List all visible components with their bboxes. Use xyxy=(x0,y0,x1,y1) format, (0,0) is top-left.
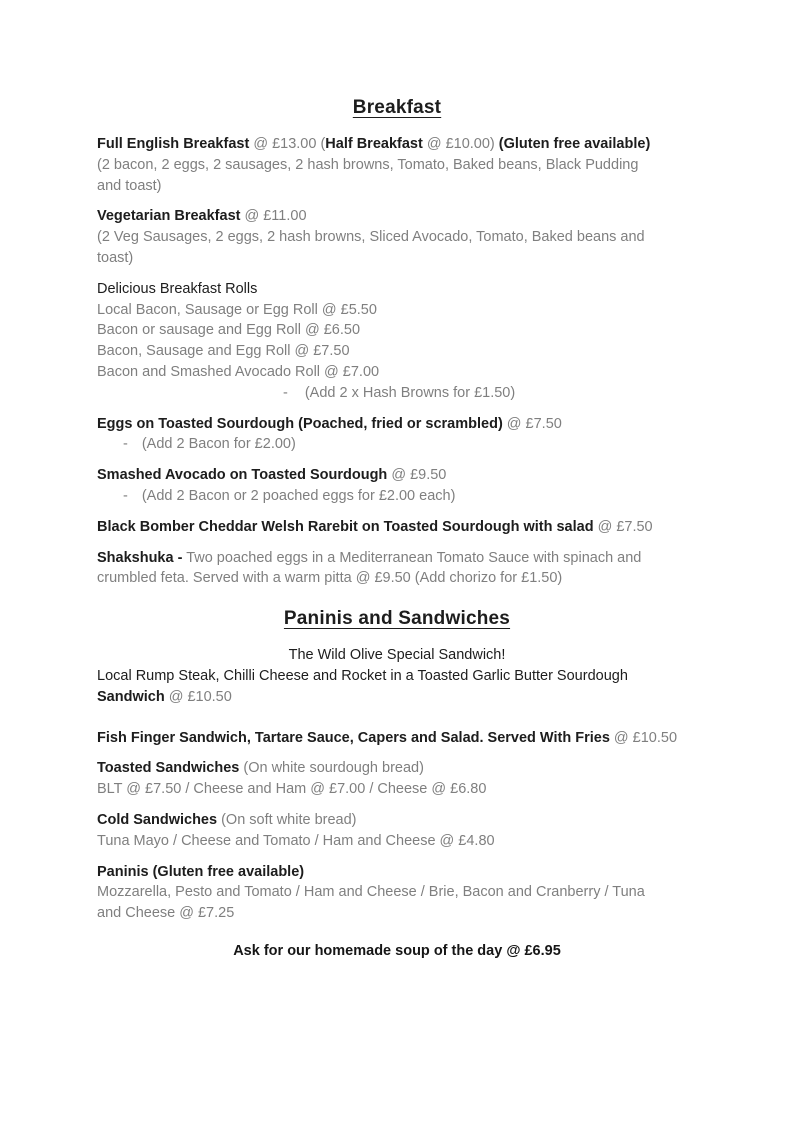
text-run: (Add 2 x Hash Browns for £1.50) xyxy=(304,384,516,401)
menu-item-vegetarian-breakfast xyxy=(97,206,697,268)
text-run: Bacon or sausage and Egg Roll @ £6.50 xyxy=(97,322,361,339)
text-run: Half Breakfast xyxy=(325,136,423,152)
menu-line xyxy=(97,645,697,666)
text-run: Local Bacon, Sausage or Egg Roll @ £5.50 xyxy=(97,301,377,318)
menu-line xyxy=(97,248,697,269)
text-run: @ £7.50 xyxy=(593,518,653,535)
text-run: Eggs on Toasted Sourdough (Poached, fried or scrambled) xyxy=(97,415,503,432)
menu-line xyxy=(97,862,697,883)
menu-line xyxy=(97,941,697,962)
text-run: Mozzarella, Pesto and Tomato / Ham and Cheese / Brie, Bacon and Cranberry / Tuna xyxy=(97,884,645,901)
text-run: Fish Finger Sandwich, Tartare Sauce, Capers and Salad. Served With Fries xyxy=(97,729,610,746)
text-run: (Gluten free available) xyxy=(498,136,651,152)
menu-line xyxy=(97,206,697,227)
menu-line xyxy=(97,300,697,321)
menu-item-shakshuka xyxy=(97,548,697,590)
menu-line xyxy=(97,568,697,589)
menu-item-soup-of-the-day-note xyxy=(97,941,697,962)
text-run: Paninis (Gluten free available) xyxy=(97,863,305,880)
text-run: crumbled feta. Served with a warm pitta @ £9.50 (Add chorizo for £1.50) xyxy=(97,570,563,587)
menu-item-cold-sandwiches xyxy=(97,810,697,852)
text-run: (2 bacon, 2 eggs, 2 sausages, 2 hash browns, Tomato, Baked beans, Black Pudding xyxy=(97,156,639,173)
section-heading-breakfast xyxy=(97,96,697,121)
menu-line xyxy=(97,779,697,800)
text-run: Two poached eggs in a Mediterranean Tomato Sauce with spinach and xyxy=(182,549,642,566)
menu-item-full-english-breakfast xyxy=(97,134,697,196)
menu-item-wild-olive-special-sandwich xyxy=(97,645,697,707)
text-run: Sandwich xyxy=(97,688,165,705)
text-run: Full English Breakfast xyxy=(97,136,250,152)
text-run: (On white sourdough bread) xyxy=(239,760,424,777)
menu-line xyxy=(97,758,697,779)
menu-line xyxy=(97,903,697,924)
text-run: Ask for our homemade soup of the day @ £6.95 xyxy=(233,942,561,959)
menu-line xyxy=(97,155,697,176)
menu-line xyxy=(97,279,697,300)
text-run: Tuna Mayo / Cheese and Tomato / Ham and Cheese @ £4.80 xyxy=(97,832,495,849)
text-run: @ £10.00) xyxy=(422,136,499,152)
menu-line xyxy=(97,548,697,569)
menu-item-fish-finger-sandwich xyxy=(97,728,697,749)
addon-text xyxy=(142,434,296,455)
text-run: and toast) xyxy=(97,177,162,194)
dash-bullet-icon: - xyxy=(123,436,128,453)
text-run: (2 Veg Sausages, 2 eggs, 2 hash browns, Sliced Avocado, Tomato, Baked beans and xyxy=(97,229,645,246)
menu-line xyxy=(97,687,697,708)
text-run: Bacon and Smashed Avocado Roll @ £7.00 xyxy=(97,363,380,380)
menu-item-welsh-rarebit xyxy=(97,517,697,538)
menu-line xyxy=(97,176,697,197)
text-run: @ £9.50 xyxy=(387,467,447,484)
menu-line xyxy=(97,882,697,903)
menu-item-breakfast-rolls xyxy=(97,279,697,404)
dash-bullet-icon: - xyxy=(123,487,128,504)
text-run: Black Bomber Cheddar Welsh Rarebit on Toasted Sourdough with salad xyxy=(97,518,594,535)
menu-line xyxy=(97,831,697,852)
text-run: @ £11.00 xyxy=(240,208,307,225)
menu-item-toasted-sandwiches xyxy=(97,758,697,800)
text-run: The Wild Olive Special Sandwich! xyxy=(288,647,506,664)
section-title: Paninis and Sandwiches xyxy=(283,608,511,630)
menu-item-paninis xyxy=(97,862,697,924)
text-run: (Add 2 Bacon or 2 poached eggs for £2.00 each) xyxy=(141,487,456,504)
menu-document xyxy=(97,96,697,962)
dash-bullet-icon: - xyxy=(283,384,288,401)
menu-line xyxy=(97,465,697,486)
text-run: Bacon, Sausage and Egg Roll @ £7.50 xyxy=(97,343,350,360)
menu-addon-line xyxy=(97,383,697,404)
addon-text xyxy=(305,383,515,404)
menu-line xyxy=(97,134,697,155)
text-run: BLT @ £7.50 / Cheese and Ham @ £7.00 / Cheese @ £6.80 xyxy=(97,781,487,798)
menu-item-eggs-on-toasted-sourdough xyxy=(97,414,697,456)
text-run: (On soft white bread) xyxy=(217,811,357,828)
menu-line xyxy=(97,414,697,435)
menu-line xyxy=(97,320,697,341)
text-run: Smashed Avocado on Toasted Sourdough xyxy=(97,467,388,484)
menu-item-smashed-avocado-on-toasted-sourdough xyxy=(97,465,697,507)
text-run: @ £13.00 ( xyxy=(249,136,326,152)
text-run: Toasted Sandwiches xyxy=(97,760,240,777)
menu-line xyxy=(97,810,697,831)
addon-text xyxy=(142,486,456,507)
text-run: and Cheese @ £7.25 xyxy=(97,905,235,922)
menu-line xyxy=(97,517,697,538)
text-run: @ £7.50 xyxy=(502,415,562,432)
menu-line xyxy=(97,227,697,248)
menu-line xyxy=(97,728,697,749)
menu-addon-line xyxy=(97,486,697,507)
menu-line xyxy=(97,341,697,362)
text-run: Shakshuka - xyxy=(97,549,183,566)
section-title: Breakfast xyxy=(352,97,442,118)
text-run: toast) xyxy=(97,249,134,266)
text-run: Local Rump Steak, Chilli Cheese and Rocket in a Toasted Garlic Butter Sourdough xyxy=(97,667,628,684)
text-run: Delicious Breakfast Rolls xyxy=(97,280,258,297)
text-run: @ £10.50 xyxy=(609,729,678,746)
menu-line xyxy=(97,666,697,687)
section-heading-paninis-and-sandwiches xyxy=(97,607,697,632)
text-run: @ £10.50 xyxy=(164,688,232,705)
text-run: Vegetarian Breakfast xyxy=(97,208,241,225)
text-run: Cold Sandwiches xyxy=(97,811,218,828)
text-run: (Add 2 Bacon for £2.00) xyxy=(141,436,296,453)
menu-line xyxy=(97,362,697,383)
menu-addon-line xyxy=(97,434,697,455)
